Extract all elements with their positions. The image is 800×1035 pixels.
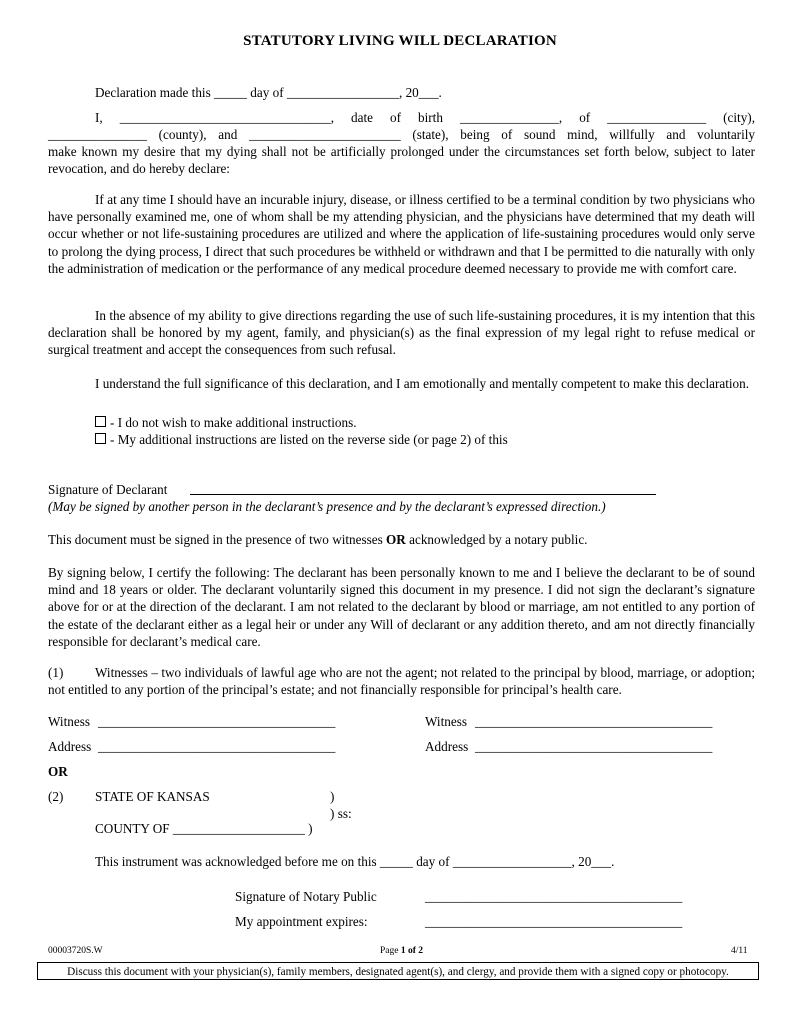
- witness-1-label: Witness: [48, 714, 90, 729]
- witness-notice-text: This document must be signed in the presence of two witnesses: [48, 532, 387, 547]
- declaration-date-line: Declaration made this _____ day of _________________, 20___.: [95, 85, 442, 100]
- page-count: 1 of 2: [400, 946, 424, 956]
- intro-line-2: _______________ (county), and _______________________ (state), being of sound mind, willfully and voluntarily: [48, 127, 755, 142]
- notary-signature-line[interactable]: _______________________________________: [425, 889, 683, 904]
- document-title: STATUTORY LIVING WILL DECLARATION: [243, 33, 557, 49]
- witness-2-line[interactable]: ____________________________________: [475, 714, 713, 729]
- paragraph-absence-of-ability: In the absence of my ability to give directions regarding the use of such life-sustaining procedures, it is my intention that this declaration shall be honored by my agent, family, and physician(s) as the final expression of my legal right to refuse medical or surgical treatment and accept the consequences from such refusal.: [48, 308, 755, 358]
- or-separator: OR: [48, 764, 68, 779]
- checkbox-label: - I do not wish to make additional instructions.: [110, 415, 357, 430]
- signature-declarant-label: Signature of Declarant: [48, 482, 168, 497]
- witness-notice-text-end: acknowledged by a notary public.: [405, 532, 588, 547]
- checkbox-option-additional-instructions[interactable]: [95, 431, 508, 448]
- signature-note: (May be signed by another person in the declarant’s presence and by the declarant’s expressed direction.): [48, 499, 606, 514]
- page-prefix: Page: [380, 946, 401, 956]
- footer-notice-box: [37, 962, 759, 980]
- state-label: STATE OF KANSAS: [95, 789, 210, 804]
- witness-1-line[interactable]: ____________________________________: [98, 714, 336, 729]
- witness-2-label: Witness: [425, 714, 467, 729]
- paragraph-terminal-condition: If at any time I should have an incurable injury, disease, or illness certified to be a terminal condition by two physicians who have personally examined me, one of whom shall be my attending physician, and the physicians have determined that my death will occur whether or not life-sustaining procedures are utilized and where the application of life-sustaining procedures would only serve to prolong the dying process, I direct that such procedures be withheld or withdrawn and that I be permitted to die naturally with only the administration of medication or the performance of any medical procedure deemed necessary to provide me with comfort care.: [48, 192, 755, 276]
- checkbox[interactable]: [95, 433, 106, 444]
- certify-paragraph: By signing below, I certify the following: The declarant has been personally known to me and I believe the declarant to be of sound mind and 18 years or older. The declarant voluntarily signed this document in my presence. I did not sign the declarant’s signature above for or at the direction of the declarant. I am not related to the declarant by blood or marriage, am not entitled to any portion of the estate of the declarant either as a legal heir or under any Will of declarant or any addition thereto, and am not directly financially responsible for declarant’s medical care.: [48, 565, 755, 649]
- form-code: 00003720S.W: [48, 946, 103, 956]
- checkbox-option-no-instructions[interactable]: [95, 414, 357, 431]
- address-2-line[interactable]: ____________________________________: [475, 739, 713, 754]
- signature-declarant-line[interactable]: [190, 494, 656, 495]
- option-1-text: Witnesses – two individuals of lawful age who are not the agent; not related to the principal by blood, marriage, or adoption; not entitled to any portion of the principal’s estate; and not financially responsible for principal’s health care.: [48, 665, 755, 698]
- state-bracket: ): [330, 789, 335, 804]
- option-1-number: (1): [48, 665, 64, 680]
- appointment-expires-line[interactable]: _______________________________________: [425, 914, 683, 929]
- notary-signature-label: Signature of Notary Public: [235, 889, 377, 904]
- ss-label: ) ss:: [330, 806, 352, 821]
- option-2-number: (2): [48, 789, 64, 804]
- address-1-label: Address: [48, 739, 92, 754]
- checkbox[interactable]: [95, 416, 106, 427]
- revision-date: 4/11: [731, 946, 748, 956]
- intro-rest: make known my desire that my dying shall not be artificially prolonged under the circumstances set forth below, subject to later revocation, and do hereby declare:: [48, 144, 755, 177]
- witness-notice: [48, 531, 587, 548]
- address-1-line[interactable]: ____________________________________: [98, 739, 336, 754]
- page-number: [380, 946, 423, 956]
- county-line[interactable]: COUNTY OF ____________________ ): [95, 821, 313, 836]
- acknowledged-line[interactable]: This instrument was acknowledged before me on this _____ day of __________________, 20___.: [95, 854, 615, 869]
- checkbox-label: - My additional instructions are listed on the reverse side (or page 2) of this: [110, 432, 508, 447]
- intro-line-1: I, ________________________________, date of birth _______________, of _______________ (city),: [95, 110, 755, 125]
- footer-notice: Discuss this document with your physician(s), family members, designated agent(s), and clergy, and provide them with a signed copy or photocopy.: [67, 966, 729, 978]
- paragraph-understanding: I understand the full significance of this declaration, and I am emotionally and mentally competent to make this declaration.: [95, 376, 750, 391]
- address-2-label: Address: [425, 739, 469, 754]
- appointment-expires-label: My appointment expires:: [235, 914, 368, 929]
- witness-notice-or: OR: [386, 532, 406, 547]
